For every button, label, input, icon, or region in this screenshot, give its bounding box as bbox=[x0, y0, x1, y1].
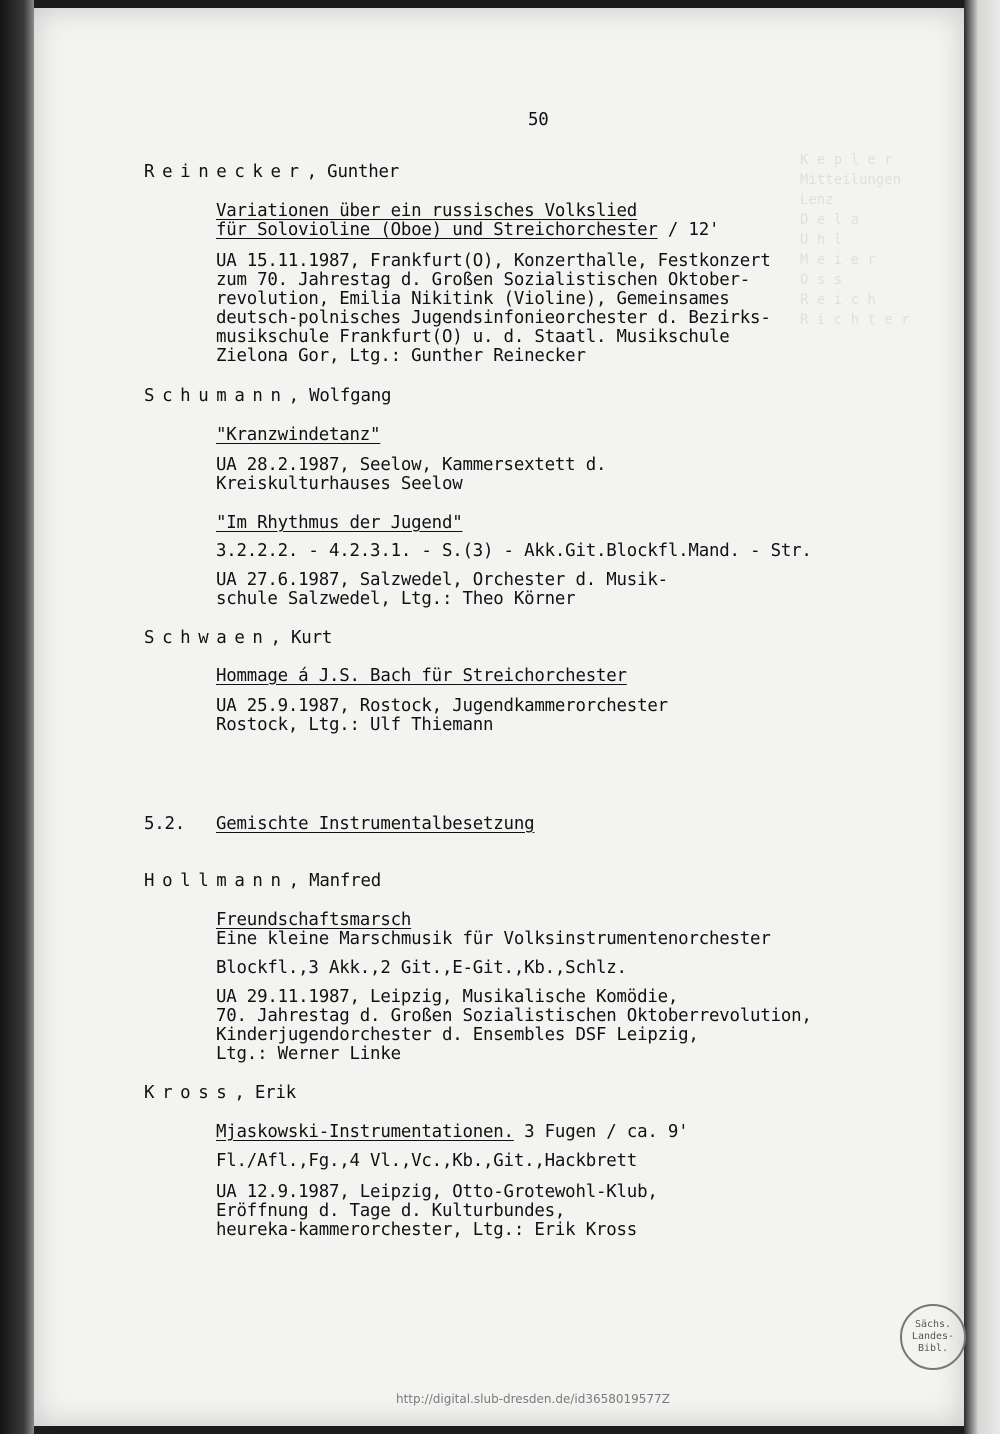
performance-line: UA 27.6.1987, Salzwedel, Orchester d. Musik- bbox=[216, 570, 668, 590]
book-binding-edge bbox=[0, 0, 34, 1434]
performance-line: Eröffnung d. Tage d. Kulturbundes, bbox=[216, 1201, 566, 1221]
performance-line: UA 12.9.1987, Leipzig, Otto-Grotewohl-Klub, bbox=[216, 1182, 658, 1202]
work-title: "Im Rhythmus der Jugend" bbox=[216, 513, 463, 533]
performance-line: musikschule Frankfurt(O) u. d. Staatl. Musikschule bbox=[216, 327, 730, 347]
composer-surname: Kross bbox=[144, 1083, 235, 1103]
stamp-line: Sächs. bbox=[914, 1319, 952, 1330]
show-through-text: K e p l e r Mitteilungen Lenz D e l a U h l M e i e r O s s R e i c h R i c h t e r bbox=[800, 152, 910, 328]
composer-given-name: , Kurt bbox=[270, 628, 333, 648]
composer-given-name: , Wolfgang bbox=[288, 386, 392, 406]
composer-reinecker bbox=[144, 162, 399, 182]
performance-line: 70. Jahrestag d. Großen Sozialistischen Oktoberrevolution, bbox=[216, 1006, 812, 1026]
work-title: Hommage á J.S. Bach für Streichorchester bbox=[216, 666, 627, 686]
work-title-line-2 bbox=[216, 220, 719, 240]
performance-line: Kinderjugendorchester d. Ensembles DSF Leipzig, bbox=[216, 1025, 699, 1045]
scoring-line: Fl./Afl.,Fg.,4 Vl.,Vc.,Kb.,Git.,Hackbrett bbox=[216, 1151, 638, 1171]
performance-line: UA 29.11.1987, Leipzig, Musikalische Komödie, bbox=[216, 987, 679, 1007]
work-duration: / 12' bbox=[657, 220, 720, 240]
composer-surname: Schumann bbox=[144, 386, 289, 406]
scoring-line: Blockfl.,3 Akk.,2 Git.,E-Git.,Kb.,Schlz. bbox=[216, 958, 627, 978]
section-title: Gemischte Instrumentalbesetzung bbox=[216, 814, 535, 834]
stamp-line: Landes- bbox=[911, 1331, 955, 1342]
performance-line: deutsch-polnisches Jugendsinfonieorchester d. Bezirks- bbox=[216, 308, 771, 328]
composer-schwaen bbox=[144, 628, 332, 648]
page-number: 50 bbox=[528, 110, 549, 130]
scoring-line: 3.2.2.2. - 4.2.3.1. - S.(3) - Akk.Git.Blockfl.Mand. - Str. bbox=[216, 541, 812, 561]
performance-line: UA 28.2.1987, Seelow, Kammersextett d. bbox=[216, 455, 607, 475]
work-title-line-2-text: für Solovioline (Oboe) und Streichorchester bbox=[216, 220, 658, 240]
composer-given-name: , Erik bbox=[234, 1083, 296, 1103]
composer-given-name: , Manfred bbox=[288, 871, 381, 891]
composer-surname: Schwaen bbox=[144, 628, 271, 648]
page-stack-edge bbox=[964, 0, 1000, 1434]
section-number: 5.2. bbox=[144, 814, 186, 834]
work-title: "Kranzwindetanz" bbox=[216, 425, 381, 445]
performance-line: schule Salzwedel, Ltg.: Theo Körner bbox=[216, 589, 576, 609]
performance-line: zum 70. Jahrestag d. Großen Sozialistischen Oktober- bbox=[216, 270, 751, 290]
composer-schumann bbox=[144, 386, 391, 406]
composer-surname: Hollmann bbox=[144, 871, 289, 891]
work-details: 3 Fugen / ca. 9' bbox=[513, 1122, 689, 1142]
performance-line: UA 15.11.1987, Frankfurt(O), Konzerthalle, Festkonzert bbox=[216, 251, 771, 271]
performance-line: Kreiskulturhauses Seelow bbox=[216, 474, 463, 494]
stamp-line: Bibl. bbox=[917, 1343, 949, 1354]
performance-line: revolution, Emilia Nikitink (Violine), Gemeinsames bbox=[216, 289, 730, 309]
digitization-url: http://digital.slub-dresden.de/id3658019577Z bbox=[396, 1392, 670, 1406]
performance-line: heureka-kammerorchester, Ltg.: Erik Kross bbox=[216, 1220, 638, 1240]
work-title-line bbox=[216, 1122, 688, 1142]
composer-given-name: , Gunther bbox=[306, 162, 400, 182]
performance-line: Zielona Gor, Ltg.: Gunther Reinecker bbox=[216, 346, 586, 366]
performance-line: Ltg.: Werner Linke bbox=[216, 1044, 401, 1064]
library-stamp bbox=[900, 1304, 966, 1370]
composer-surname: Reinecker bbox=[144, 162, 307, 182]
performance-line: UA 25.9.1987, Rostock, Jugendkammerorchester bbox=[216, 696, 668, 716]
performance-line: Rostock, Ltg.: Ulf Thiemann bbox=[216, 715, 494, 735]
work-title: Freundschaftsmarsch bbox=[216, 910, 412, 930]
work-title-line-1: Variationen über ein russisches Volkslied bbox=[216, 201, 638, 221]
composer-kross bbox=[144, 1083, 296, 1103]
work-subtitle: Eine kleine Marschmusik für Volksinstrumentenorchester bbox=[216, 929, 771, 949]
work-title: Mjaskowski-Instrumentationen. bbox=[216, 1122, 514, 1142]
composer-hollmann bbox=[144, 871, 381, 891]
